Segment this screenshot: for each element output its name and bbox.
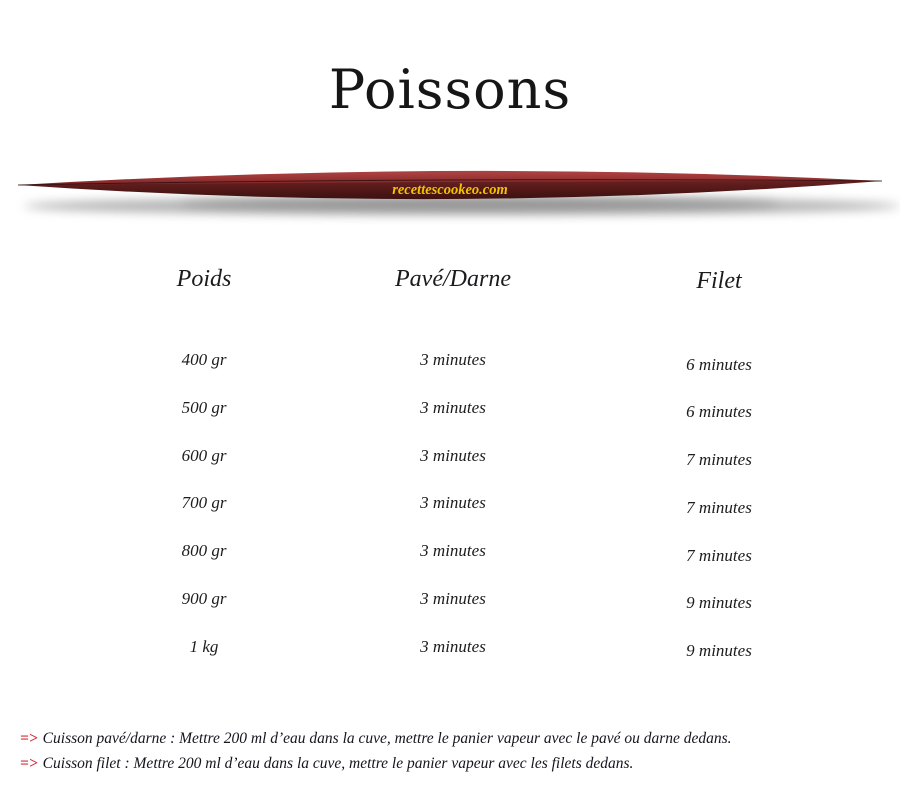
- table-row: [0, 481, 900, 529]
- filet-time-cell: 6 minutes: [686, 402, 752, 422]
- weight-cell: 400 gr: [181, 350, 227, 369]
- filet-time-cell: 7 minutes: [686, 545, 752, 565]
- pave-time-cell: 3 minutes: [420, 445, 486, 465]
- table-row: [0, 577, 900, 625]
- weight-cell: 600 gr: [181, 445, 227, 465]
- pave-time-cell: 3 minutes: [420, 493, 486, 513]
- pave-time-cell: 3 minutes: [420, 636, 486, 656]
- table-row: [0, 434, 900, 482]
- pave-time-cell: 3 minutes: [420, 541, 486, 561]
- red-ribbon-divider: [0, 148, 900, 233]
- note-filet: [20, 751, 732, 776]
- note-text: Cuisson filet : Mettre 200 ml d’eau dans la cuve, mettre le panier vapeur avec les filets dedans.: [42, 755, 634, 772]
- weight-cell: 700 gr: [181, 493, 227, 513]
- table-header-row: [0, 266, 900, 306]
- table-row: [0, 338, 900, 386]
- filet-time-cell: 9 minutes: [686, 593, 752, 613]
- table-row: [0, 625, 900, 673]
- table-row: [0, 386, 900, 434]
- arrow-icon: =>: [20, 755, 38, 772]
- header-pave-darne: Pavé/Darne: [395, 266, 511, 292]
- filet-time-cell: 7 minutes: [686, 497, 752, 517]
- note-pave-darne: [20, 726, 732, 751]
- filet-time-cell: 7 minutes: [686, 450, 752, 470]
- watermark-text: recettescookeo.com: [392, 182, 508, 198]
- weight-cell: 500 gr: [181, 397, 227, 417]
- note-text: Cuisson pavé/darne : Mettre 200 ml d’eau dans la cuve, mettre le panier vapeur avec le pavé ou darne dedans.: [42, 730, 732, 747]
- pave-time-cell: 3 minutes: [420, 588, 486, 608]
- pave-time-cell: 3 minutes: [420, 350, 486, 369]
- weight-cell: 900 gr: [181, 588, 227, 608]
- filet-time-cell: 9 minutes: [686, 641, 752, 661]
- divider-shadow: [24, 197, 900, 215]
- weight-cell: 800 gr: [181, 541, 227, 561]
- page-title: Poissons: [328, 58, 572, 121]
- table-row: [0, 529, 900, 577]
- arrow-icon: =>: [20, 730, 38, 747]
- header-weight: Poids: [176, 266, 232, 292]
- table-body: [0, 338, 900, 673]
- weight-cell: 1 kg: [189, 636, 219, 656]
- header-filet: Filet: [696, 268, 742, 294]
- pave-time-cell: 3 minutes: [420, 397, 486, 417]
- filet-time-cell: 6 minutes: [686, 354, 752, 374]
- cooking-notes: [20, 726, 732, 776]
